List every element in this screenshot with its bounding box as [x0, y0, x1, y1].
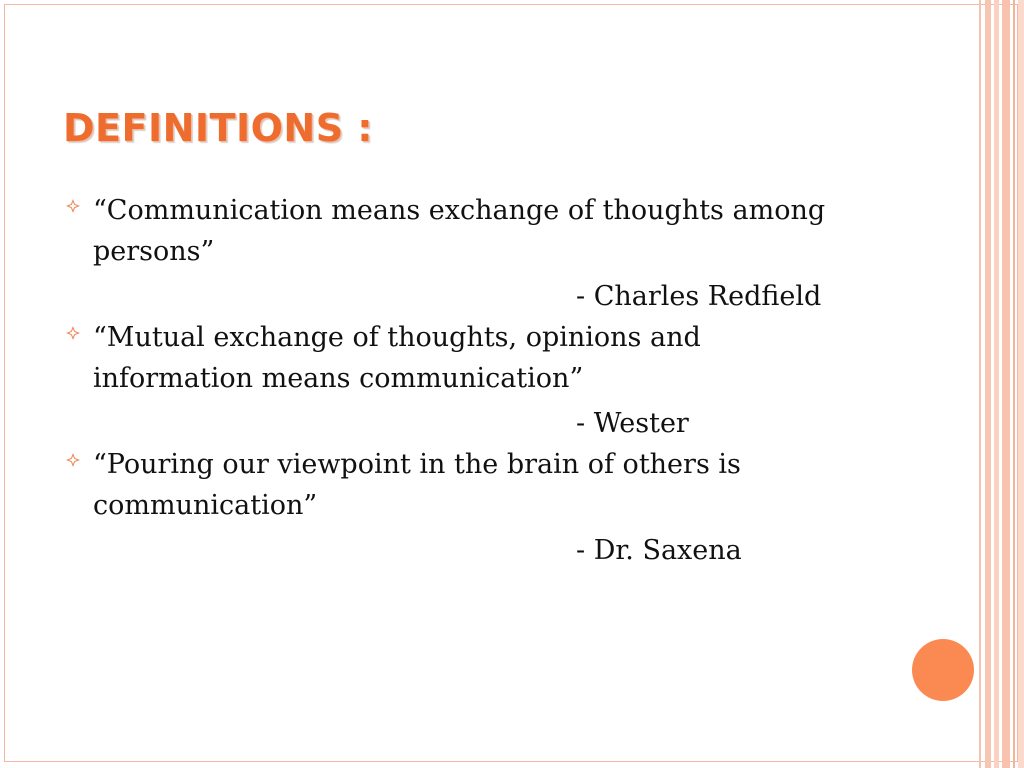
decorative-stripe [994, 0, 999, 768]
definition-quote: “Mutual exchange of thoughts, opinions and information means communication” [93, 322, 701, 394]
decorative-stripe [1018, 0, 1024, 768]
definition-author: - Wester [576, 408, 689, 439]
definitions-list [62, 190, 962, 571]
definition-quote: “Pouring our viewpoint in the brain of others is communication” [93, 449, 741, 521]
decorative-stripe [1013, 0, 1015, 768]
decorative-stripe [1002, 0, 1010, 768]
diamond-bullet-icon [66, 199, 80, 213]
definition-item [62, 190, 962, 317]
decorative-stripe [985, 0, 991, 768]
definition-quote: “Communication means exchange of thoughts among persons” [93, 195, 826, 267]
definition-item [62, 444, 962, 571]
decorative-stripe [979, 0, 981, 768]
decorative-circle [912, 639, 974, 701]
diamond-bullet-icon [66, 453, 80, 467]
definition-item [62, 317, 962, 444]
slide-title: DEFINITIONS : [63, 106, 373, 150]
definition-author: - Charles Redfield [576, 281, 822, 312]
definition-author: - Dr. Saxena [576, 535, 742, 566]
diamond-bullet-icon [66, 326, 80, 340]
